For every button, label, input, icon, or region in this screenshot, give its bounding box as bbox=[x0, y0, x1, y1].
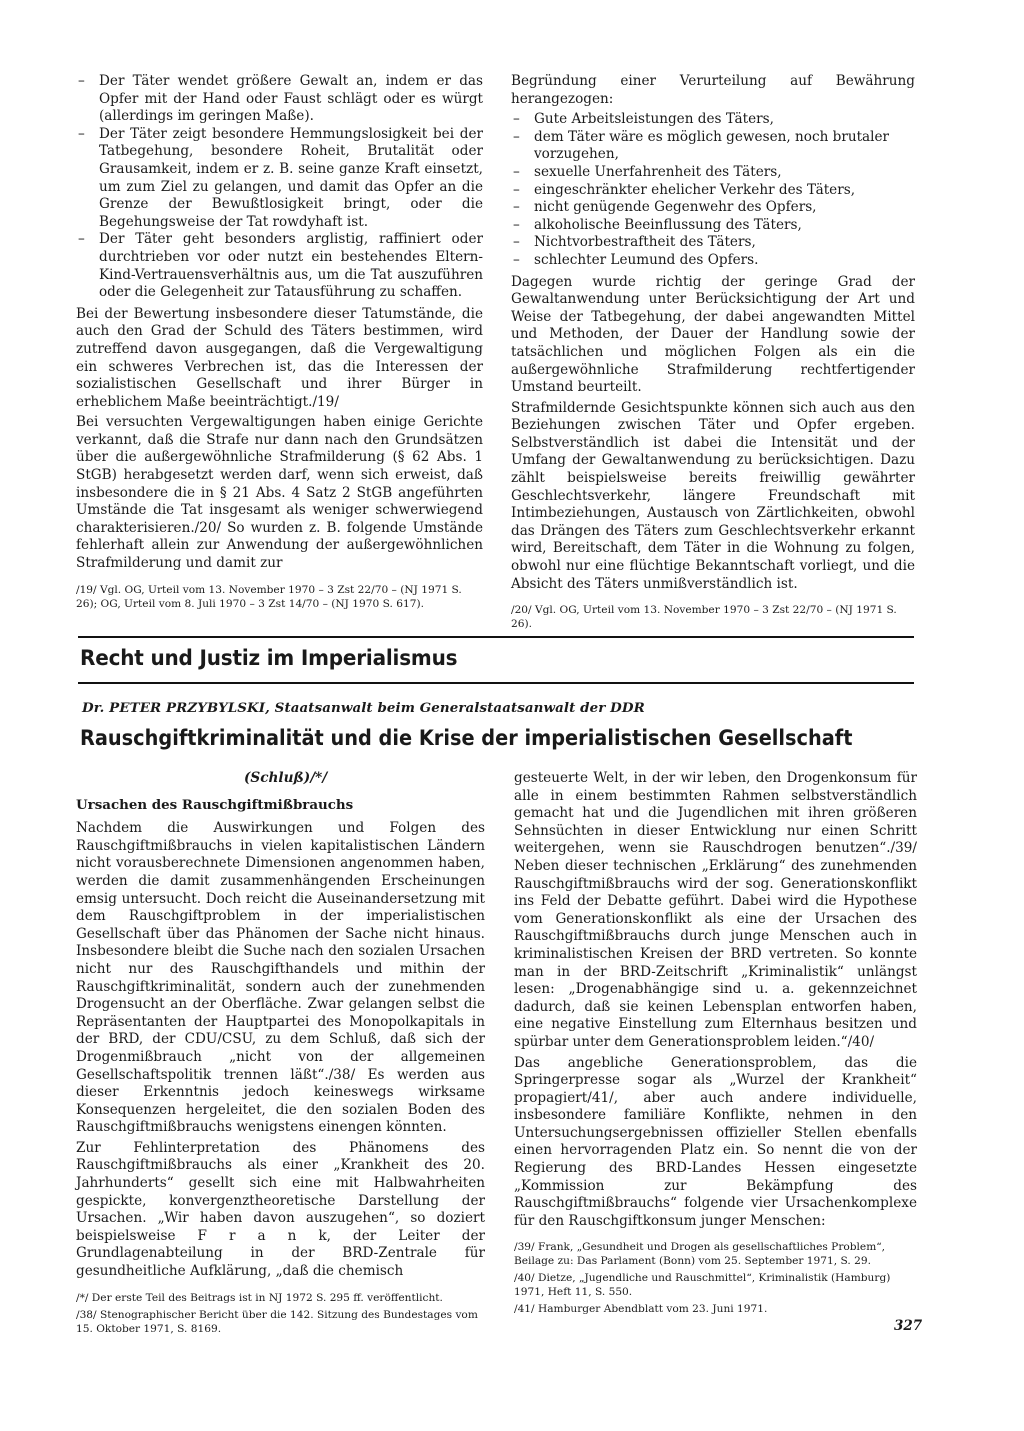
list-item: – dem Täter wäre es möglich gewesen, noch brutaler vorzugehen, bbox=[513, 128, 890, 163]
list-item: – Der Täter zeigt besondere Hemmungslosigkeit bei der Tatbegehung, besondere Roheit, Brutalität oder Grausamkeit, indem er z. B. seine ganze Kraft einsetzt, um zum Ziel zu gelangen, und damit das Opfer an die Grenze der Bewußtlosigkeit bringt, oder die Begehungsweise der Tat rowdyhaft ist. bbox=[78, 125, 483, 230]
upper-right-column bbox=[511, 73, 915, 631]
list-item: – eingeschränkter ehelicher Verkehr des Täters, bbox=[513, 181, 856, 198]
mitigation-list bbox=[511, 111, 915, 269]
lower-right-column bbox=[514, 770, 917, 1319]
list-item: – Der Täter wendet größere Gewalt an, indem er das Opfer mit der Hand oder Faust schlägt oder es würgt (allerdings im geringen Maße). bbox=[78, 73, 483, 125]
footnote: /39/ Frank, „Gesundheit und Drogen als gesellschaftliches Problem“, Beilage zu: Das Parlament (Bonn) vom 25. September 1971, S. 29. bbox=[514, 1241, 886, 1268]
list-item: – nicht genügende Gegenwehr des Opfers, bbox=[513, 199, 817, 216]
footnotes-left bbox=[76, 1291, 485, 1336]
author-line: Dr. PETER PRZYBYLSKI, Staatsanwalt beim Generalstaatsanwalt der DDR bbox=[82, 700, 645, 716]
body-paragraph: Das angebliche Generationsproblem, das die Springerpresse sogar als „Wurzel der Krankheit“ propagiert/41/, aber auch andere individuelle, insbesondere familiäre Konflikte, nehmen in den Untersuchungsergebnissen offizieller Stellen ebenfalls einen hervorragenden Platz ein. So nennt die von der Regierung des BRD-Landes Hessen eingesetzte „Kommission zur Bekämpfung des Rauschgiftmißbrauchs“ folgende vier Ursachenkomplexe für den Rauschgiftkonsum junger Menschen: bbox=[514, 1054, 917, 1229]
section-title: Recht und Justiz im Imperialismus bbox=[80, 646, 458, 671]
footnote: /41/ Hamburger Abendblatt vom 23. Juni 1971. bbox=[514, 1303, 768, 1316]
footnote: /38/ Stenographischer Bericht über die 142. Sitzung des Bundestages vom 15. Oktober 1971, S. 8169. bbox=[76, 1308, 478, 1335]
footnote: /40/ Dietze, „Jugendliche und Rauschmittel“, Kriminalistik (Hamburg) 1971, Heft 11, S. 550. bbox=[514, 1272, 891, 1299]
body-paragraph: Nachdem die Auswirkungen und Folgen des Rauschgiftmißbrauchs in vielen kapitalistischen Ländern nicht vorausberechnete Dimensionen angenommen haben, werden die damit zusammenhängenden Erscheinungen emsig untersucht. Doch reicht die Auseinandersetzung mit dem Rauschgiftproblem in der imperialistischen Gesellschaft über das Phänomen der Sache nicht hinaus. Insbesondere bleibt die Suche nach den sozialen Ursachen nicht nur des Rauschgifthandels und mithin der Rauschgiftkriminalität, sondern auch der zunehmenden Drogensucht an der Oberfläche. Zwar gelangen selbst die Repräsentanten der Hauptpartei des Monopolkapitals in der BRD, der CDU/CSU, zu dem Schluß, daß sich der Drogenmißbrauch „nicht von der allgemeinen Gesellschaftspolitik trennen läßt“./38/ Es werden aus dieser Erkenntnis jedoch keineswegs wirksame Konsequenzen hergeleitet, die den sozialen Boden des Rauschgiftmißbrauchs wenigstens einengen könnten. bbox=[76, 820, 485, 1136]
list-item: – schlechter Leumund des Opfers. bbox=[513, 251, 759, 268]
body-paragraph: gesteuerte Welt, in der wir leben, den Drogenkonsum für alle in einem bestimmten Rahmen selbstverständlich gemacht hat und die Jugendlichen mit ihren größeren Sehnsüchten in dieser Entwicklung nur einen Schritt weitergehen, wenn sie Rauschdrogen benutzen“./39/ Neben dieser technischen „Erklärung“ des zunehmenden Rauschgiftmißbrauchs wird der sog. Generationskonflikt ins Feld der Debatte geführt. Dabei wird die Hypothese vom Generationskonflikt als eine der Ursachen des Rauschgiftmißbrauchs durch junge Menschen auch in kriminalistischen Kreisen der BRD vertreten. So konnte man in der BRD-Zeitschrift „Kriminalistik“ unlängst lesen: „Drogenabhängige sind u. a. gekennzeichnet dadurch, daß sie keinen Lebensplan entworfen haben, eine negative Einstellung zum Elternhaus besitzen und spürbar unter dem Generationsproblem leiden.“/40/ bbox=[514, 770, 917, 1050]
footnote-19: /19/ Vgl. OG, Urteil vom 13. November 1970 – 3 Zst 22/70 – (NJ 1971 S. 26); OG, Urteil vom 8. Juli 1970 – 3 Zst 14/70 – (NJ 1970 S. 617). bbox=[76, 583, 462, 610]
list-intro: Begründung einer Verurteilung auf Bewährung herangezogen: bbox=[511, 73, 915, 107]
section-rule-bottom bbox=[78, 682, 914, 684]
violence-criteria-list bbox=[76, 73, 483, 302]
footnotes-right bbox=[514, 1240, 917, 1316]
body-paragraph: Bei versuchten Vergewaltigungen haben einige Gerichte verkannt, daß die Strafe nur dann nach den Grundsätzen über die außergewöhnliche Strafmilderung (§ 62 Abs. 1 StGB) herabgesetzt werden darf, wenn sich erweist, daß insbesondere die in § 21 Abs. 4 Satz 2 StGB angeführten Umstände die Tat insgesamt als weniger schwerwiegend charakterisieren./20/ So wurden z. B. folgende Umstände fehlerhaft allein zur Anwendung der außergewöhnlichen Strafmilderung und damit zur bbox=[76, 414, 483, 572]
list-item: – sexuelle Unerfahrenheit des Täters, bbox=[513, 163, 782, 180]
subheading: Ursachen des Rauschgiftmißbrauchs bbox=[76, 796, 354, 813]
body-paragraph: Strafmildernde Gesichtspunkte können sich auch aus den Beziehungen zwischen Täter und Opfer ergeben. Selbstverständlich ist dabei die Intensität und der Umfang der Gewaltanwendung zu berücksichtigen. Dazu zählt beispielsweise bereits freiwillig gewährter Geschlechtsverkehr, längere Freundschaft mit Intimbeziehungen, Austausch von Zärtlichkeiten, obwohl das Drängen des Täters zum Geschlechtsverkehr erkannt wird, Bereitschaft, dem Täter in die Wohnung zu folgen, obwohl nur eine flüchtige Bekanntschaft vorliegt, und die Absicht des Täters unmißverständlich ist. bbox=[511, 399, 915, 592]
list-item: – alkoholische Beeinflussung des Täters, bbox=[513, 216, 802, 233]
body-paragraph: Bei der Bewertung insbesondere dieser Tatumstände, die auch den Grad der Schuld des Täters bestimmen, wird zutreffend davon ausgegangen, daß die Vergewaltigung ein schweres Verbrechen ist, das die Interessen der sozialistischen Gesellschaft und ihrer Bürger in erheblichem Maße beeinträchtigt./19/ bbox=[76, 305, 483, 410]
article-subtitle: (Schluß)/*/ bbox=[244, 770, 328, 786]
footnote-20: /20/ Vgl. OG, Urteil vom 13. November 1970 – 3 Zst 22/70 – (NJ 1971 S. 26). bbox=[511, 604, 897, 631]
upper-left-column bbox=[76, 73, 483, 611]
footnote: /*/ Der erste Teil des Beitrags ist in NJ 1972 S. 295 ff. veröffentlicht. bbox=[76, 1291, 443, 1304]
list-item: – Der Täter geht besonders arglistig, raffiniert oder durchtrieben vor oder nutzt ein bestehendes Eltern-Kind-Vertrauensverhältnis aus, um die Tat auszuführen oder die Gelegenheit zur Tatausführung zu schaffen. bbox=[78, 231, 483, 301]
section-rule-top bbox=[78, 636, 914, 638]
list-item: – Gute Arbeitsleistungen des Täters, bbox=[513, 111, 774, 128]
page-number: 327 bbox=[894, 1318, 923, 1334]
body-paragraph: Zur Fehlinterpretation des Phänomens des Rauschgiftmißbrauchs als einer „Krankheit des 20. Jahrhunderts“ gesellt sich eine mit Halbwahrheiten gespickte, konvergenztheoretische Darstellung der Ursachen. „Wir haben davon auszugehen“, so doziert beispielsweise F r a n k, der Leiter der Grundlagenabteilung in der BRD-Zentrale für gesundheitliche Aufklärung, „daß die chemisch bbox=[76, 1139, 485, 1280]
body-paragraph: Dagegen wurde richtig der geringe Grad der Gewaltanwendung unter Berücksichtigung der Art und Weise der Tatbegehung, der dabei angewandten Mittel und Methoden, der Dauer der Handlung sowie der tatsächlichen und möglichen Folgen als ein die außergewöhnliche Strafmilderung rechtfertigender Umstand beurteilt. bbox=[511, 273, 915, 396]
article-title: Rauschgiftkriminalität und die Krise der imperialistischen Gesellschaft bbox=[80, 726, 853, 750]
list-item: – Nichtvorbestraftheit des Täters, bbox=[513, 234, 756, 251]
lower-left-column bbox=[76, 770, 485, 1339]
